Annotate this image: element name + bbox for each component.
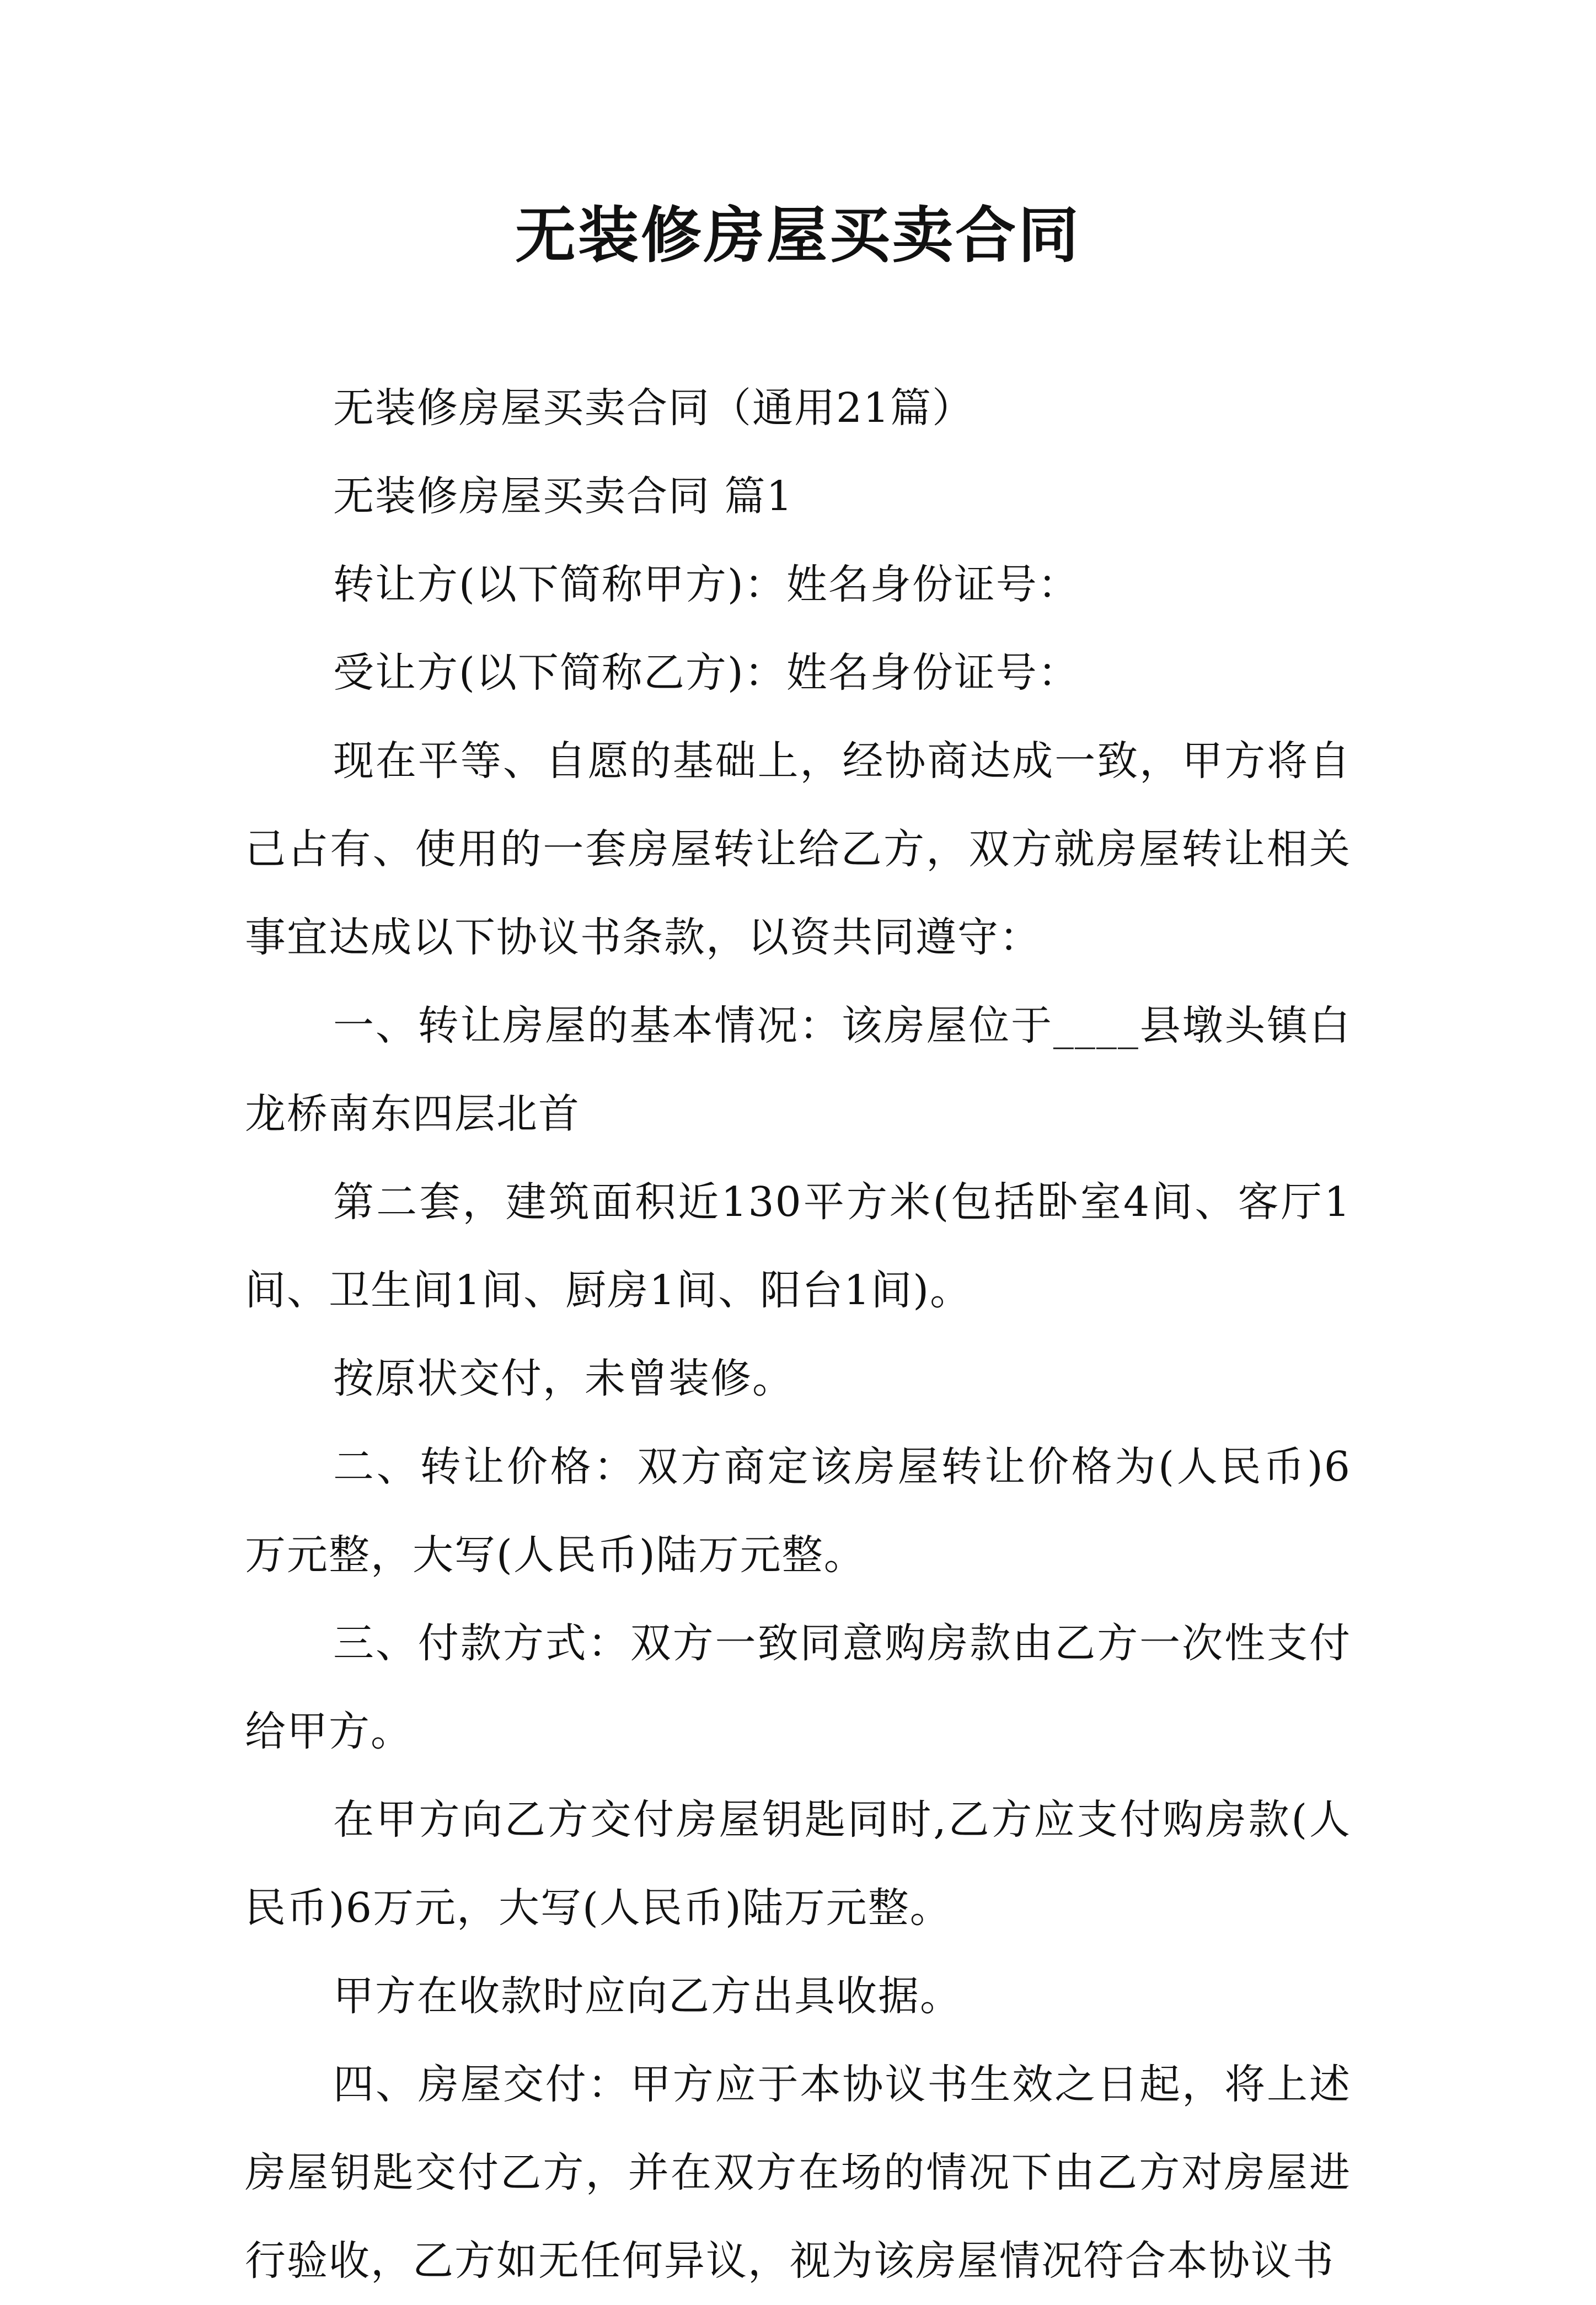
paragraph-chapter-heading: 无装修房屋买卖合同 篇1 [333, 473, 794, 520]
paragraph-clause-3-receipt: 甲方在收款时应向乙方出具收据。 [333, 1972, 962, 2020]
paragraph-clause-4: 四、房屋交付：甲方应于本协议书生效之日起，将上述房屋钥匙交付乙方，并在双方在场的情况下由乙方对房屋进行验收，乙方如无任何异议，视为该房屋情况符合本协议书 [245, 2061, 1351, 2285]
paragraph-transferor: 转让方(以下简称甲方)：姓名身份证号： [333, 561, 1080, 608]
paragraph-preamble: 现在平等、自愿的基础上，经协商达成一致，甲方将自己占有、使用的一套房屋转让给乙方，双方就房屋转让相关事宜达成以下协议书条款，以资共同遵守： [245, 737, 1351, 961]
paragraph-clause-1-note: 按原状交付，未曾装修。 [333, 1355, 794, 1402]
document-body [245, 364, 1351, 2305]
paragraph-subtitle: 无装修房屋买卖合同（通用21篇） [333, 384, 974, 432]
paragraph-clause-1-detail: 第二套，建筑面积近130平方米(包括卧室4间、客厅1间、卫生间1间、厨房1间、阳台1间)。 [245, 1178, 1351, 1314]
paragraph-clause-3: 三、付款方式：双方一致同意购房款由乙方一次性支付给甲方。 [245, 1620, 1351, 1755]
paragraph-clause-2: 二、转让价格：双方商定该房屋转让价格为(人民币)6万元整，大写(人民币)陆万元整。 [245, 1443, 1351, 1579]
paragraph-transferee: 受让方(以下简称乙方)：姓名身份证号： [333, 649, 1080, 696]
paragraph-clause-3-detail: 在甲方向乙方交付房屋钥匙同时,乙方应支付购房款(人民币)6万元，大写(人民币)陆万元整。 [245, 1796, 1351, 1932]
paragraph-clause-1: 一、转让房屋的基本情况：该房屋位于____县墩头镇白龙桥南东四层北首 [245, 1002, 1351, 1138]
document-title: 无装修房屋买卖合同 [515, 200, 1081, 271]
